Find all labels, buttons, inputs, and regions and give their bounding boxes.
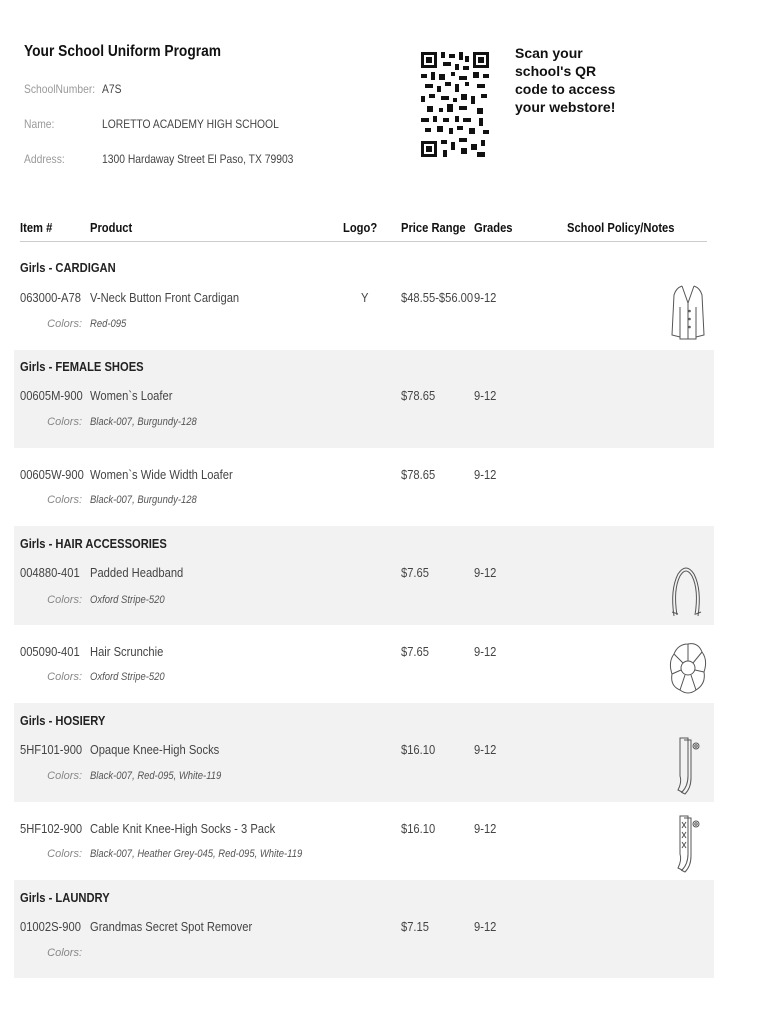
item-number: 00605M-900 xyxy=(20,388,83,403)
product-name: Grandmas Secret Spot Remover xyxy=(90,919,253,934)
page-title: Your School Uniform Program xyxy=(24,43,221,60)
address-label: Address: xyxy=(24,152,65,166)
grades: 9-12 xyxy=(474,919,497,934)
qr-code-icon[interactable] xyxy=(421,52,489,157)
colors-value: Oxford Stripe-520 xyxy=(90,671,165,683)
item-number: 005090-401 xyxy=(20,644,80,659)
colors-value: Red-095 xyxy=(90,318,127,330)
price-range: $78.65 xyxy=(401,467,436,482)
product-name: Cable Knit Knee-High Socks - 3 Pack xyxy=(90,821,276,836)
logo-flag: Y xyxy=(361,290,369,305)
scrunchie-icon[interactable] xyxy=(668,640,708,698)
category-heading: Girls - HOSIERY xyxy=(20,713,106,728)
category-heading: Girls - FEMALE SHOES xyxy=(20,359,144,374)
colors-label: Colors: xyxy=(47,494,82,506)
column-header-product: Product xyxy=(90,220,133,235)
colors-label: Colors: xyxy=(47,848,82,860)
product-name: V-Neck Button Front Cardigan xyxy=(90,290,240,305)
item-number: 00605W-900 xyxy=(20,467,84,482)
grades: 9-12 xyxy=(474,644,497,659)
colors-value: Black-007, Red-095, White-119 xyxy=(90,770,222,782)
colors-value: Black-007, Heather Grey-045, Red-095, White-119 xyxy=(90,848,303,860)
cardigan-icon[interactable] xyxy=(670,283,706,343)
colors-label: Colors: xyxy=(47,318,82,330)
product-name: Women`s Wide Width Loafer xyxy=(90,467,233,482)
column-header-price: Price Range xyxy=(401,220,466,235)
colors-label: Colors: xyxy=(47,594,82,606)
product-name: Women`s Loafer xyxy=(90,388,173,403)
category-heading: Girls - CARDIGAN xyxy=(20,260,116,275)
item-number: 5HF101-900 xyxy=(20,742,83,757)
column-header-notes: School Policy/Notes xyxy=(567,220,675,235)
grades: 9-12 xyxy=(474,388,497,403)
column-header-item: Item # xyxy=(20,220,53,235)
price-range: $48.55-$56.00 xyxy=(401,290,474,305)
grades: 9-12 xyxy=(474,821,497,836)
colors-value: Black-007, Burgundy-128 xyxy=(90,494,197,506)
colors-label: Colors: xyxy=(47,671,82,683)
grades: 9-12 xyxy=(474,467,497,482)
colors-label: Colors: xyxy=(47,770,82,782)
price-range: $16.10 xyxy=(401,742,436,757)
address-value: 1300 Hardaway Street El Paso, TX 79903 xyxy=(102,152,294,166)
item-number: 01002S-900 xyxy=(20,919,81,934)
category-heading: Girls - HAIR ACCESSORIES xyxy=(20,536,167,551)
socks-icon[interactable] xyxy=(674,814,702,874)
school-name-label: Name: xyxy=(24,117,55,131)
colors-value: Black-007, Burgundy-128 xyxy=(90,416,197,428)
item-number: 004880-401 xyxy=(20,565,80,580)
product-name: Opaque Knee-High Socks xyxy=(90,742,220,757)
header-divider xyxy=(20,241,707,242)
colors-value: Oxford Stripe-520 xyxy=(90,594,165,606)
product-name: Hair Scrunchie xyxy=(90,644,164,659)
price-range: $16.10 xyxy=(401,821,436,836)
school-name-value: LORETTO ACADEMY HIGH SCHOOL xyxy=(102,117,279,131)
grades: 9-12 xyxy=(474,565,497,580)
headband-icon[interactable] xyxy=(668,560,704,620)
product-name: Padded Headband xyxy=(90,565,184,580)
column-header-logo: Logo? xyxy=(343,220,378,235)
school-number-label: SchoolNumber: xyxy=(24,82,96,96)
price-range: $7.65 xyxy=(401,565,429,580)
column-header-grades: Grades xyxy=(474,220,513,235)
price-range: $78.65 xyxy=(401,388,436,403)
category-heading: Girls - LAUNDRY xyxy=(20,890,110,905)
socks-icon[interactable] xyxy=(674,736,702,796)
colors-label: Colors: xyxy=(47,947,82,959)
price-range: $7.15 xyxy=(401,919,429,934)
item-number: 5HF102-900 xyxy=(20,821,83,836)
grades: 9-12 xyxy=(474,290,497,305)
qr-instructions: Scan your school's QR code to access your webstore! xyxy=(515,45,616,115)
price-range: $7.65 xyxy=(401,644,429,659)
school-number-value: A7S xyxy=(102,82,122,96)
item-number: 063000-A78 xyxy=(20,290,81,305)
colors-label: Colors: xyxy=(47,416,82,428)
grades: 9-12 xyxy=(474,742,497,757)
